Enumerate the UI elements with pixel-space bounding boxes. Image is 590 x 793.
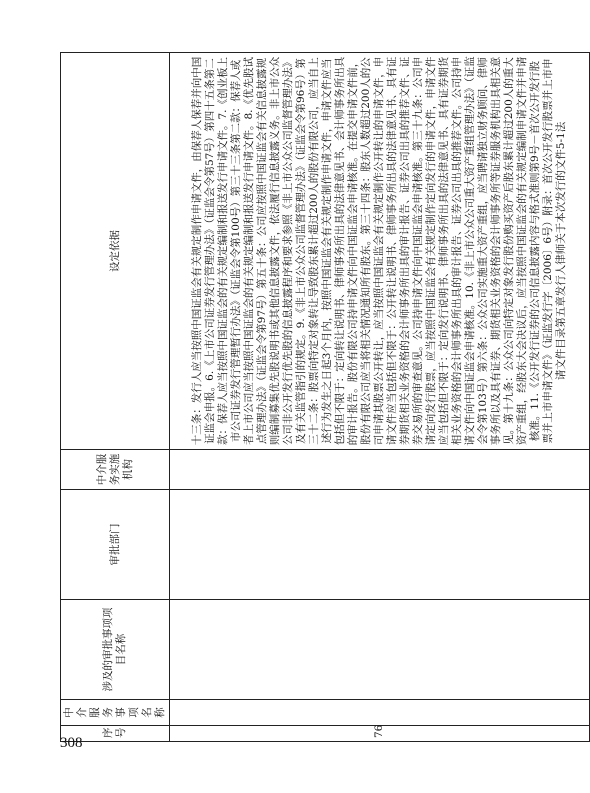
row-service-name: [170, 700, 590, 726]
row-seq: 76: [170, 726, 590, 742]
table-row: [170, 53, 590, 742]
row-approval-dept: [170, 490, 590, 600]
header-basis: 设定依据: [61, 53, 170, 450]
header-service-name: 中介服务事项名称: [61, 700, 170, 726]
row-approval-item: [170, 600, 590, 700]
row-basis: 十三条：发行人应当按照中国证监会有关规定制作申请文件，由保荐人保荐并向中国证监会申报。6.《上市公司证券发行管理办法》（证监会令第57号）第四十五条第二款：保荐人应当按照中国证监会的有关规定编制和报送发行申请文件。7.《创业板上市公司证券发行管理暂行办法》（证监会令第100号）第三十三条第二款：保荐人或者上市公司应当按照中国证监会的有关规定编制和报送发行申请文件。8.《优先股试点管理办法》（证监会令第97号）第五十条：公司应按照中国证监会有关信息披露规则编制募集优先股说明书或其他信息披露文件，依法履行信息披露义务。非上市公众公司非公开发行优先股的信息披露程序和要求参照《非上市公众公司监督管理办法》及有关监管指引的规定。9.《非上市公众公司监督管理办法》（证监会令第96号）第三十二条：股票向特定对象转让导致股东累计超过200人的股份有限公司，应当自上述行为发生之日起3个月内，按照中国证监会有关规定制作申请文件，申请文件应当包括但不限于：定向转让说明书、律师事务所出具的法律意见书、会计师事务所出具的审计报告。股份有限公司持申请文件向中国证监会申请核准。在提交申请文件前，股份有限公司应当将相关情况通知所有股东。第三十四条：股东人数超过200人的公司申请其股票公开转让，应当按照中国证监会有关规定制作公开转让的申请文件，申请文件应当包括但不限于：公开转让说明书、律师事务所出具的法律意见书、具有证券期货相关业务资格的会计师事务所出具的审计报告、证券公司出具的推荐文件、证券交易所的审查意见。公司持申请文件向中国证监会申请核准。第三十九条：公司申请定向发行股票，应当按照中国证监会有关规定制作定向发行的申请文件，申请文件应当包括但不限于：定向发行说明书、律师事务所出具的法律意见书、具有证券期货相关业务资格的会计师事务所出具的审计报告、证券公司出具的推荐文件。公司持申请文件向中国证监会申请核准。10.《非上市公众公司重大资产重组管理办法》（证监会令第103号）第六条：公众公司实施重大资产重组，应当聘请独立财务顾问、律师事务所以及具有证券、期货相关业务资格的会计师事务所等证券服务机构出具相关意见。第十九条：公众公司向特定对象发行股份购买资产后股东累计超过200人的重大资产重组，经股东大会决议后，应当按照中国证监会的有关规定编制申请文件并申请核准。11.《公开发行证券的公司信息披露内容与格式准则第9号－首次公开发行股票并上市申请文件》（证监发行字〔2006〕6号）附录：首次公开发行股票并上市申请文件目录第五章发行人律师关于本次发行的文件5-1法: [170, 53, 590, 450]
header-agency: 中介服务实施机构: [61, 450, 170, 490]
header-approval-item: 涉及的审批事项项目名称: [61, 600, 170, 700]
header-approval-dept: 审批部门: [61, 490, 170, 600]
services-table: [60, 52, 590, 742]
rotated-table-area: [60, 52, 567, 742]
header-seq: 序号: [61, 726, 170, 742]
page-number: 308: [60, 735, 83, 751]
table-header-row: [61, 53, 170, 742]
row-agency: [170, 450, 590, 490]
